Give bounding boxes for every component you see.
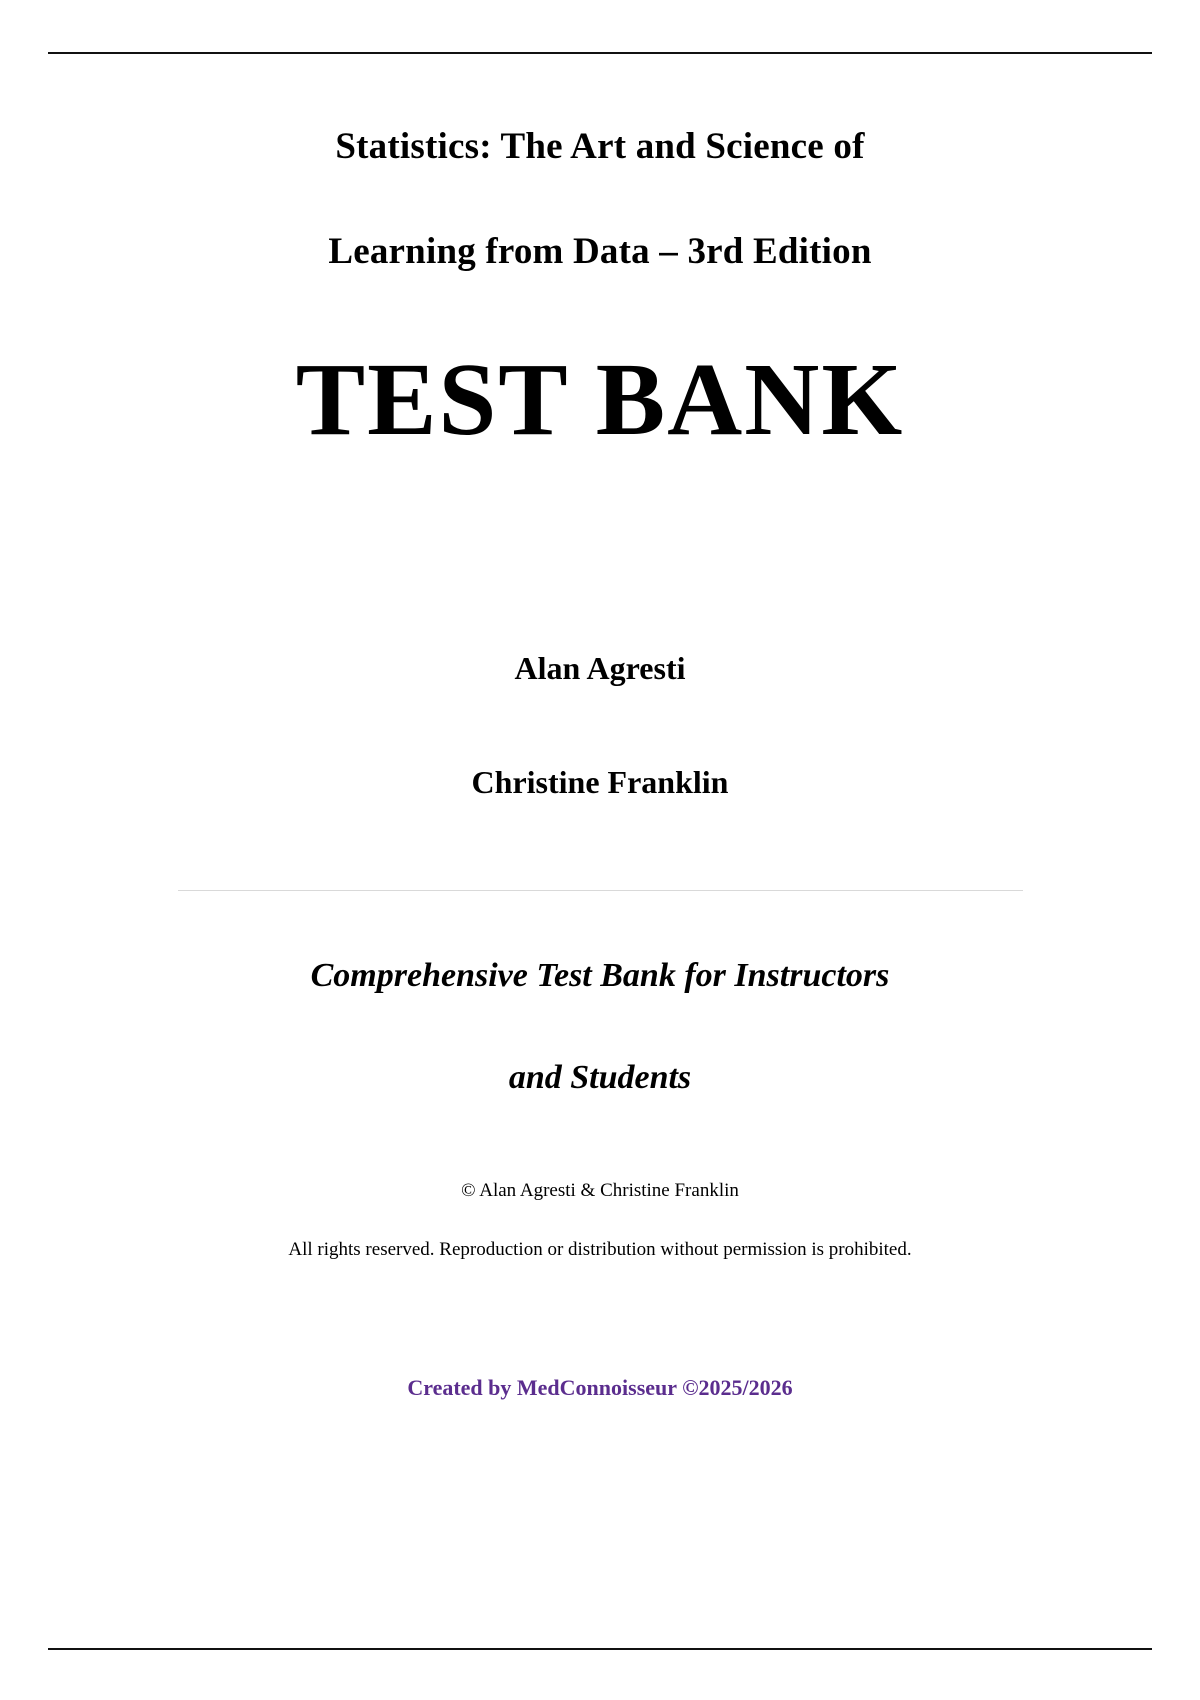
rights-notice: All rights reserved. Reproduction or distribution without permission is prohibited. xyxy=(288,1239,912,1260)
title-page-content xyxy=(120,110,1080,1399)
book-title-line-1: Statistics: The Art and Science of xyxy=(335,126,865,167)
top-divider-rule xyxy=(48,52,1152,54)
created-by-credit: Created by MedConnoisseur ©2025/2026 xyxy=(407,1375,793,1400)
subtitle-line-2: and Students xyxy=(508,1059,692,1096)
book-title-line-2: Learning from Data – 3rd Edition xyxy=(328,231,872,272)
bottom-divider-rule xyxy=(48,1648,1152,1650)
author-name-2: Christine Franklin xyxy=(471,764,729,800)
copyright-notice: © Alan Agresti & Christine Franklin xyxy=(461,1180,739,1201)
subtitle-line-1: Comprehensive Test Bank for Instructors xyxy=(310,957,890,994)
section-divider xyxy=(178,890,1023,891)
author-name-1: Alan Agresti xyxy=(514,650,686,686)
main-heading: TEST BANK xyxy=(295,342,905,457)
